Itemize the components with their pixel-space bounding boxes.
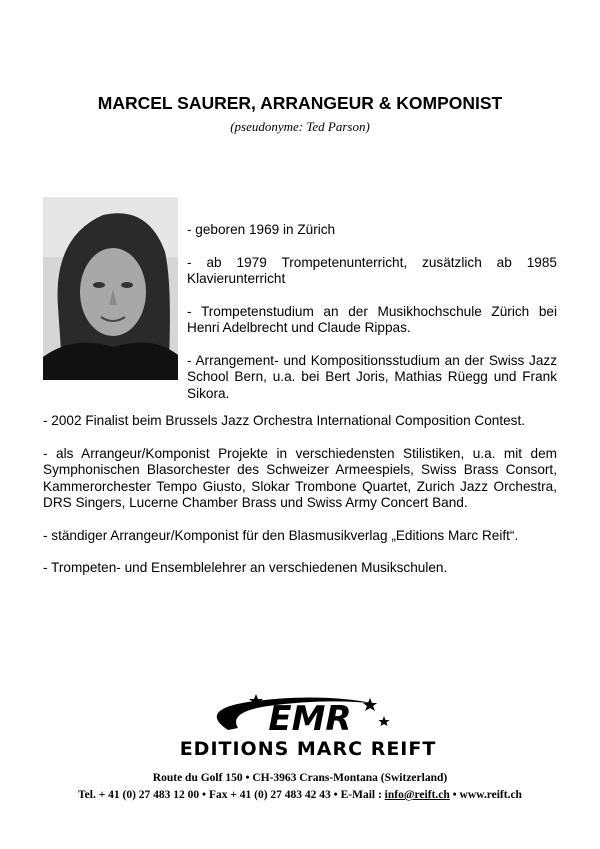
emr-logo	[158, 690, 458, 765]
footer-phone-fax: Tel. + 41 (0) 27 483 12 00 • Fax + 41 (0) 27 483 42 43 • E-Mail :	[78, 789, 385, 801]
bio-item-publisher: - ständiger Arrangeur/Komponist für den Blasmusikverlag „Editions Marc Reift“.	[43, 527, 519, 543]
footer-website: • www.reift.ch	[449, 789, 522, 801]
bio-item-arrangement-studies: - Arrangement- und Kompositionsstudium an der Swiss Jazz School Bern, u.a. bei Bert Joris, Mathias Rüegg und Frank Sikora.	[187, 352, 557, 401]
page-subtitle: (pseudonyme: Ted Parson)	[230, 119, 370, 134]
svg-text:EMR: EMR	[268, 699, 352, 738]
bio-full-width	[43, 413, 557, 593]
footer-contact	[0, 789, 600, 801]
footer-address: Route du Golf 150 • CH-3963 Crans-Montana (Switzerland)	[152, 772, 448, 784]
bio-item-finalist: - 2002 Finalist beim Brussels Jazz Orchestra International Composition Contest.	[43, 413, 526, 428]
bio-item-birth: - geboren 1969 in Zürich	[187, 222, 336, 237]
bio-item-trumpet-studies: - Trompetenstudium an der Musikhochschule Zürich bei Henri Adelbrecht und Claude Rippas.	[187, 303, 557, 335]
emr-logo-mark	[158, 690, 458, 738]
bio-item-teacher: - Trompeten- und Ensemblelehrer an verschiedenen Musikschulen.	[43, 560, 448, 575]
portrait-photo	[43, 197, 178, 380]
bio-item-projects: - als Arrangeur/Komponist Projekte in verschiedensten Stilistiken, u.a. mit dem Symphonischen Blasorchester des Schweizer Armeespiels, Swiss Brass Consort, Kammerorchester Tempo Giusto, Slokar Trombone Quartet, Zurich Jazz Orchestra, DRS Singers, Lucerne Chamber Brass und Swiss Army Concert Band.	[43, 445, 557, 510]
footer-email-link[interactable]: info@reift.ch	[384, 789, 450, 801]
bio-beside-photo	[187, 222, 557, 418]
bio-item-trumpet-lessons: - ab 1979 Trompetenunterricht, zusätzlich ab 1985 Klavierunterricht	[187, 254, 557, 286]
page-title: MARCEL SAURER, ARRANGEUR & KOMPONIST	[97, 93, 503, 113]
publisher-name: EDITIONS MARC REIFT	[179, 738, 437, 760]
